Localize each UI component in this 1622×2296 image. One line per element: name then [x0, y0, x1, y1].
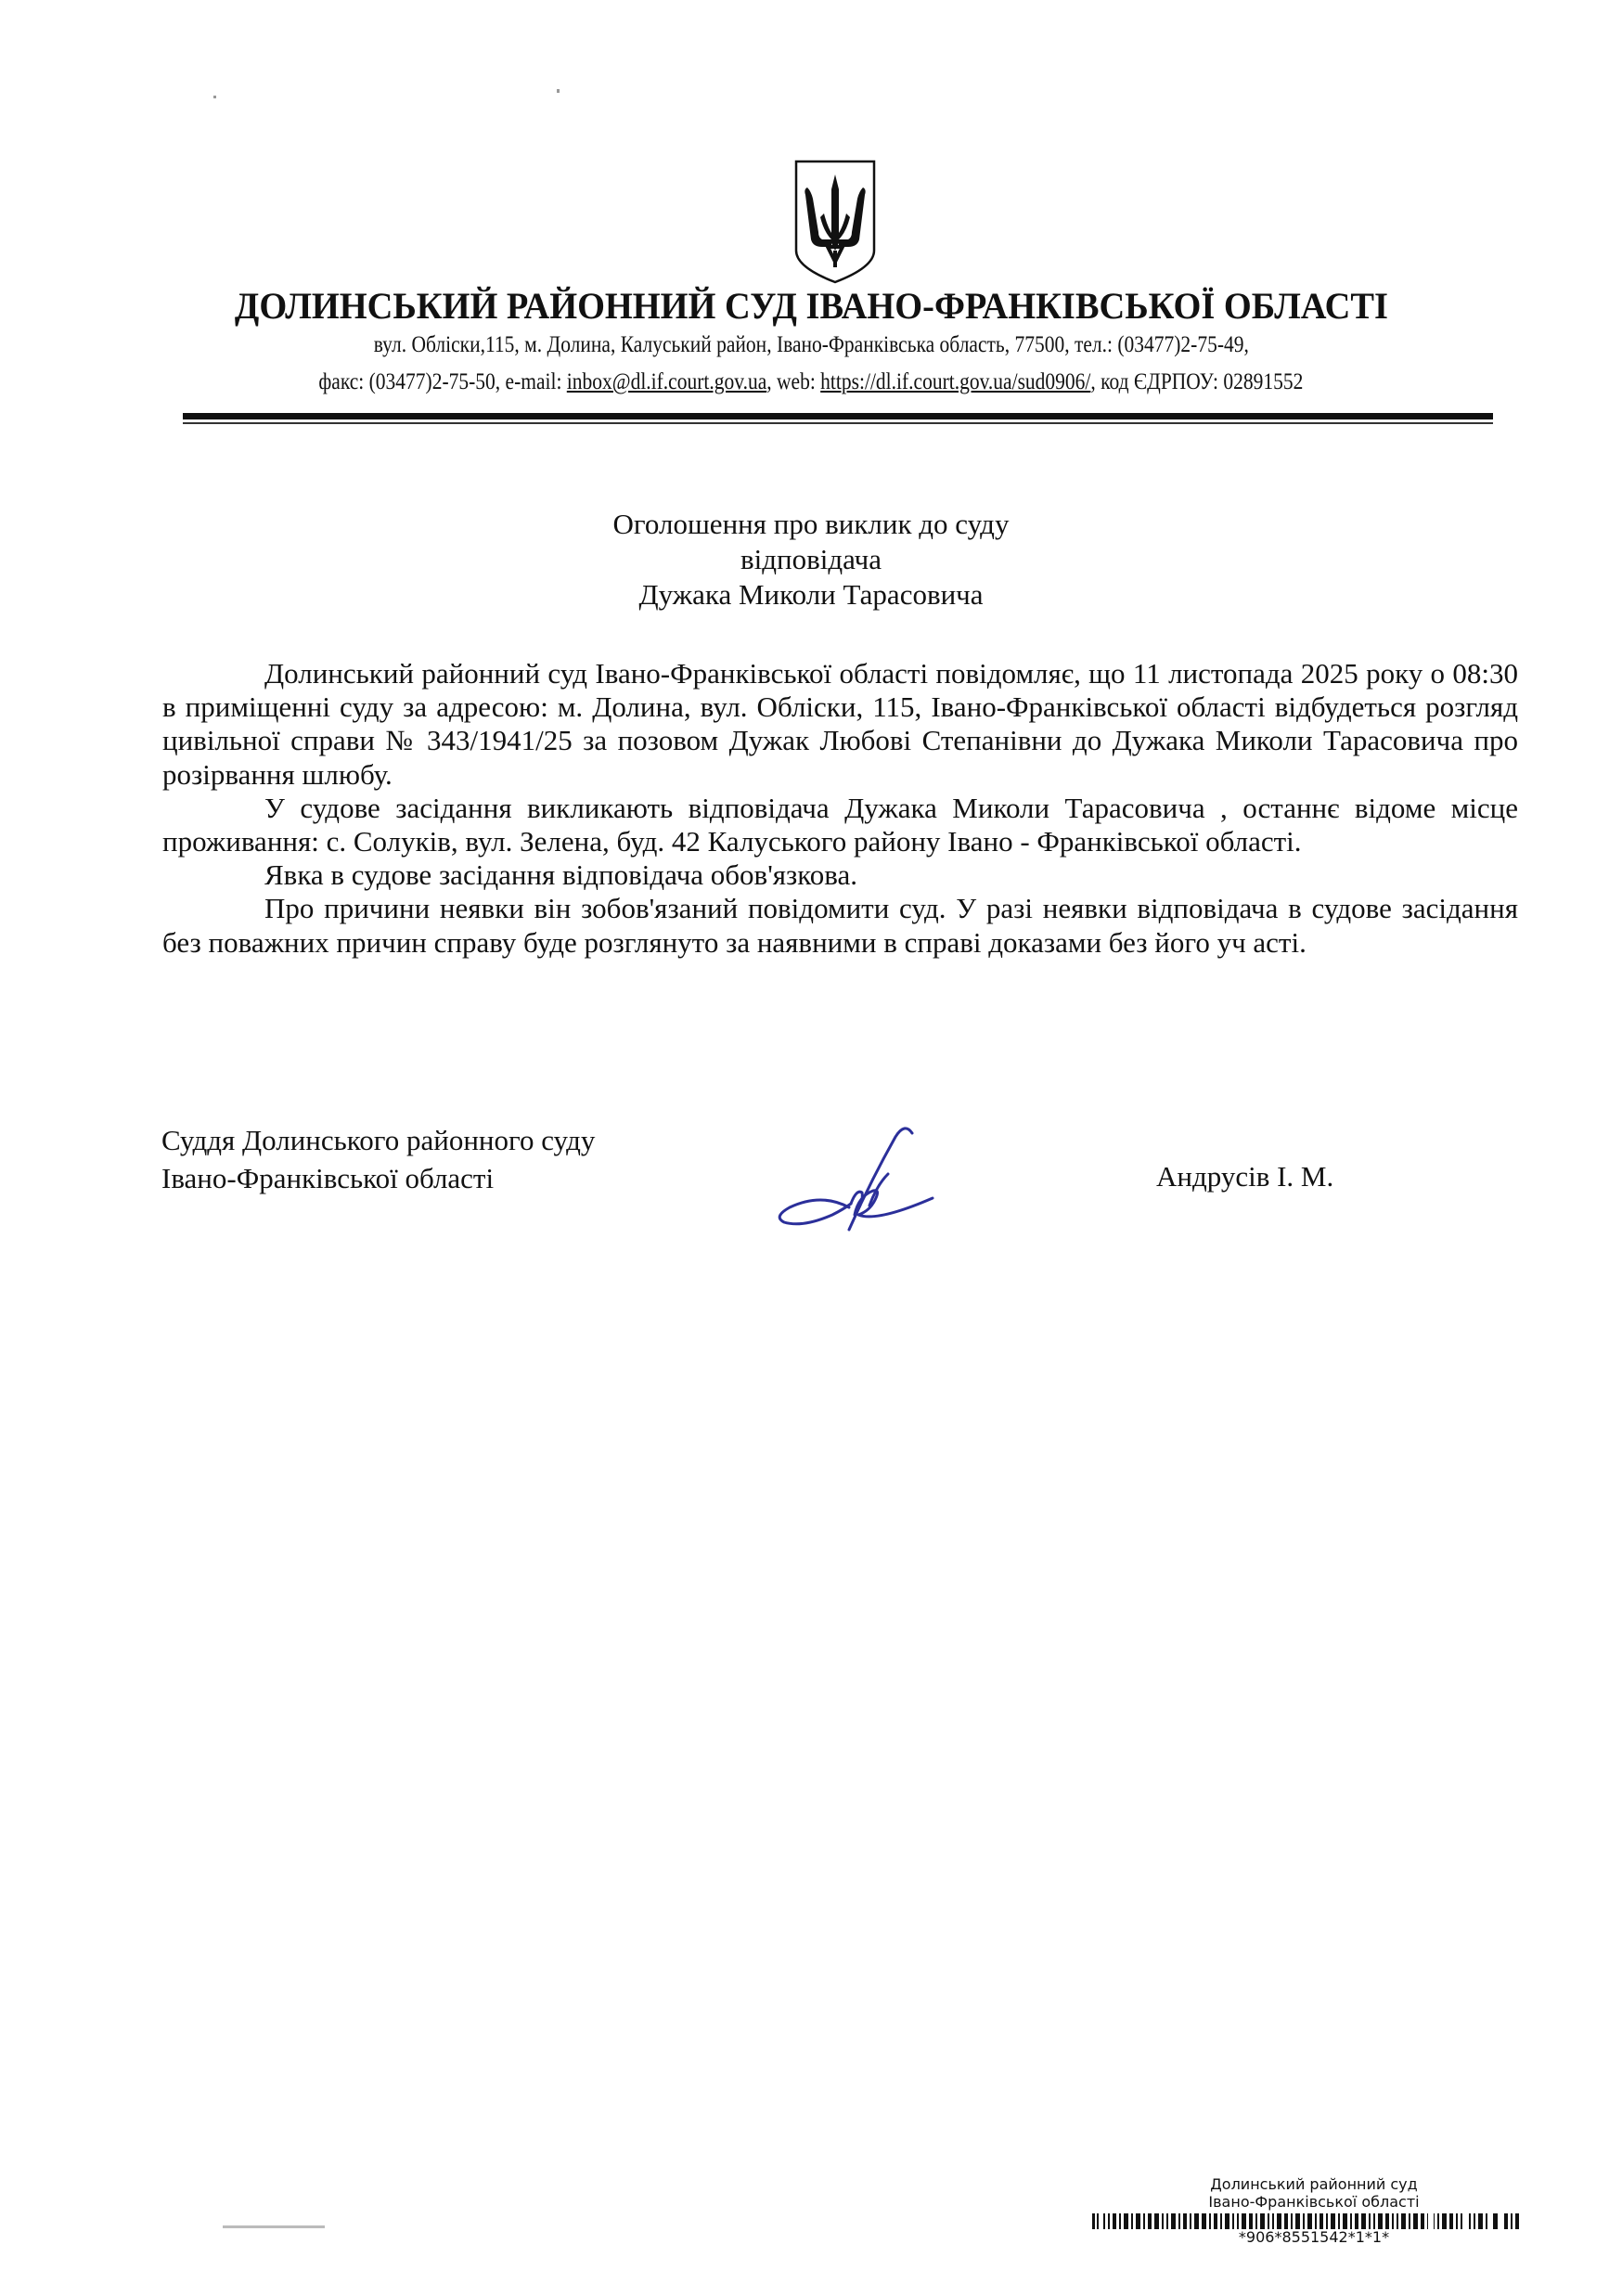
paragraph-attendance-mandatory: Явка в судове засідання відповідача обов'язкова.: [264, 858, 858, 892]
scan-speck: [223, 2225, 325, 2228]
announcement-title: Оголошення про виклик до суду: [612, 508, 1010, 540]
edrpou-code: , код ЄДРПОУ: 02891552: [1090, 369, 1304, 394]
announcement-subtitle: відповідача: [740, 543, 882, 575]
handwritten-signature-icon: [766, 1118, 942, 1234]
defendant-name: Дужака Миколи Тарасовича: [638, 578, 984, 611]
judge-position-line1: Суддя Долинського районного суду: [161, 1124, 596, 1156]
court-name-heading: [0, 284, 1622, 328]
trident-coat-of-arms-icon: [791, 158, 880, 286]
announcement-body: [162, 657, 1518, 960]
barcode-number: *906*8551542*1*1*: [1238, 2228, 1390, 2246]
email-link[interactable]: inbox@dl.if.court.gov.ua: [566, 369, 767, 394]
scan-speck: [213, 96, 216, 98]
court-contacts-line: [0, 369, 1622, 395]
court-name-text: ДОЛИНСЬКИЙ РАЙОННИЙ СУД ІВАНО-ФРАНКІВСЬКОЇ ОБЛАСТІ: [234, 285, 1388, 327]
paragraph-summons: У судове засідання викликають відповідача Дужака Миколи Тарасовича , останнє відоме місце проживання: с. Солуків, вул. Зелена, буд. 42 Калуського району Івано - Франківської області.: [162, 791, 1518, 858]
court-address-text: вул. Обліски,115, м. Долина, Калуський район, Івано-Франківська область, 77500, тел.: (03477)2-75-49,: [373, 332, 1249, 357]
scan-speck: [557, 89, 560, 93]
registry-stamp: [1091, 2175, 1537, 2211]
website-link[interactable]: https://dl.if.court.gov.ua/sud0906/: [820, 369, 1091, 394]
barcode-icon: [1092, 2213, 1538, 2229]
judge-position-line2: Івано-Франківської області: [161, 1162, 495, 1194]
judge-position: [161, 1121, 595, 1197]
judge-name: Андрусів І. М.: [1156, 1160, 1334, 1193]
court-address-line: [0, 332, 1622, 358]
paragraph-hearing-notice: Долинський районний суд Івано-Франківської області повідомляє, що 11 листопада 2025 року о 08:30 в приміщенні суду за адресою: м. Долина, вул. Обліски, 115, Івано-Франківської області відбудеться розгляд цивільної справи № 343/1941/25 за позовом Дужак Любові Степанівни до Дужака Миколи Тарасовича про розірвання шлюбу.: [162, 657, 1518, 791]
web-label: , web:: [766, 369, 821, 394]
stamp-court-name: Долинський районний суд: [1210, 2175, 1418, 2193]
header-divider-thick: [183, 413, 1493, 419]
stamp-region: Івано-Франківської області: [1208, 2193, 1420, 2211]
header-divider-thin: [183, 422, 1493, 424]
fax-text: факс: (03477)2-75-50, e-mail:: [318, 369, 567, 394]
paragraph-absence-consequences: Про причини неявки він зобов'язаний повідомити суд. У разі неявки відповідача в судове засідання без поважних причин справу буде розглянуто за наявними в справі доказами без його уч асті.: [162, 892, 1518, 959]
